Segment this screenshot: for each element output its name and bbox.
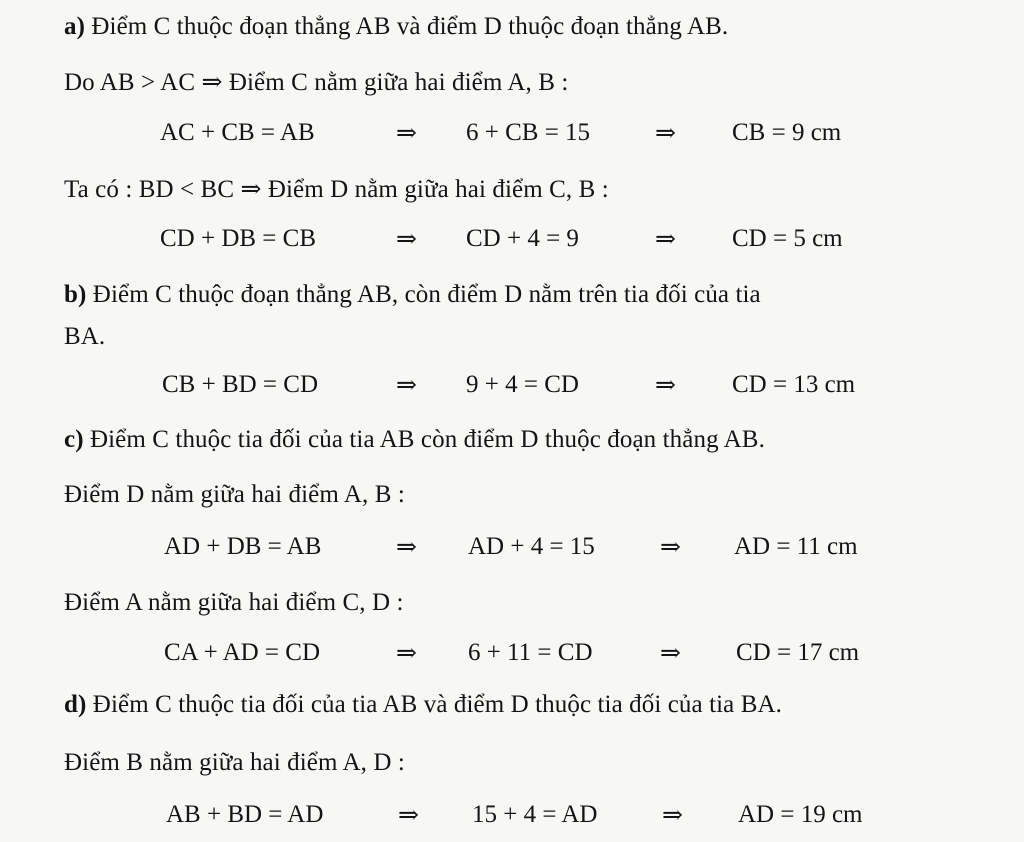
part-d-label: d) bbox=[64, 691, 87, 718]
part-c-eq1-right: AD = 11 cm bbox=[734, 533, 858, 560]
part-a-line-2: Ta có : BD < BC ⇒ Điểm D nằm giữa hai điểm C, B : bbox=[64, 176, 609, 203]
implies-icon: ⇒ bbox=[655, 224, 676, 253]
part-c-eq2-mid: 6 + 11 = CD bbox=[468, 639, 593, 666]
part-a-label: a) bbox=[64, 13, 86, 40]
part-c-eq2-left: CA + AD = CD bbox=[164, 639, 321, 666]
part-d-eq1-left: AB + BD = AD bbox=[166, 801, 324, 828]
implies-icon: ⇒ bbox=[396, 224, 417, 253]
part-b-heading-text: Điểm C thuộc đoạn thẳng AB, còn điểm D nằm trên tia đối của tia bbox=[92, 281, 761, 308]
implies-icon: ⇒ bbox=[655, 370, 676, 399]
implies-icon: ⇒ bbox=[398, 800, 419, 829]
part-b-heading-2: BA. bbox=[64, 323, 106, 350]
part-d-heading bbox=[64, 690, 782, 720]
implies-icon: ⇒ bbox=[396, 638, 417, 667]
part-a-eq2-right: CD = 5 cm bbox=[732, 225, 843, 252]
part-a-eq2-mid: CD + 4 = 9 bbox=[466, 225, 579, 252]
implies-icon: ⇒ bbox=[660, 532, 681, 561]
part-b-label: b) bbox=[64, 281, 87, 308]
part-c-heading-text: Điểm C thuộc tia đối của tia AB còn điểm D thuộc đoạn thẳng AB. bbox=[89, 426, 765, 453]
implies-icon: ⇒ bbox=[660, 638, 681, 667]
part-b-eq1-right: CD = 13 cm bbox=[732, 371, 856, 398]
part-a-eq2-left: CD + DB = CB bbox=[160, 225, 317, 252]
part-b-eq1-left: CB + BD = CD bbox=[162, 371, 319, 398]
part-d-eq1-mid: 15 + 4 = AD bbox=[472, 801, 598, 828]
part-a-heading-text: Điểm C thuộc đoạn thẳng AB và điểm D thuộc đoạn thẳng AB. bbox=[91, 13, 729, 40]
part-c-line-1: Điểm D nằm giữa hai điểm A, B : bbox=[64, 481, 405, 508]
part-b-eq1-mid: 9 + 4 = CD bbox=[466, 371, 579, 398]
part-c-heading bbox=[64, 425, 765, 455]
part-a-eq1-left: AC + CB = AB bbox=[160, 119, 315, 146]
implies-icon: ⇒ bbox=[396, 118, 417, 147]
part-d-line-1: Điểm B nằm giữa hai điểm A, D : bbox=[64, 749, 405, 776]
implies-icon: ⇒ bbox=[396, 532, 417, 561]
part-a-eq1-right: CB = 9 cm bbox=[732, 119, 842, 146]
part-b-heading-1 bbox=[64, 280, 761, 310]
part-a-heading bbox=[64, 12, 728, 42]
implies-icon: ⇒ bbox=[662, 800, 683, 829]
part-d-eq1-right: AD = 19 cm bbox=[738, 801, 863, 828]
part-c-eq1-mid: AD + 4 = 15 bbox=[468, 533, 595, 560]
part-a-eq1-mid: 6 + CB = 15 bbox=[466, 119, 591, 146]
implies-icon: ⇒ bbox=[396, 370, 417, 399]
part-c-line-2: Điểm A nằm giữa hai điểm C, D : bbox=[64, 589, 404, 616]
implies-icon: ⇒ bbox=[655, 118, 676, 147]
part-c-eq1-left: AD + DB = AB bbox=[164, 533, 322, 560]
part-c-label: c) bbox=[64, 426, 84, 453]
part-d-heading-text: Điểm C thuộc tia đối của tia AB và điểm D thuộc tia đối của tia BA. bbox=[92, 691, 782, 718]
part-c-eq2-right: CD = 17 cm bbox=[736, 639, 860, 666]
part-a-line-1: Do AB > AC ⇒ Điểm C nằm giữa hai điểm A, B : bbox=[64, 69, 569, 96]
